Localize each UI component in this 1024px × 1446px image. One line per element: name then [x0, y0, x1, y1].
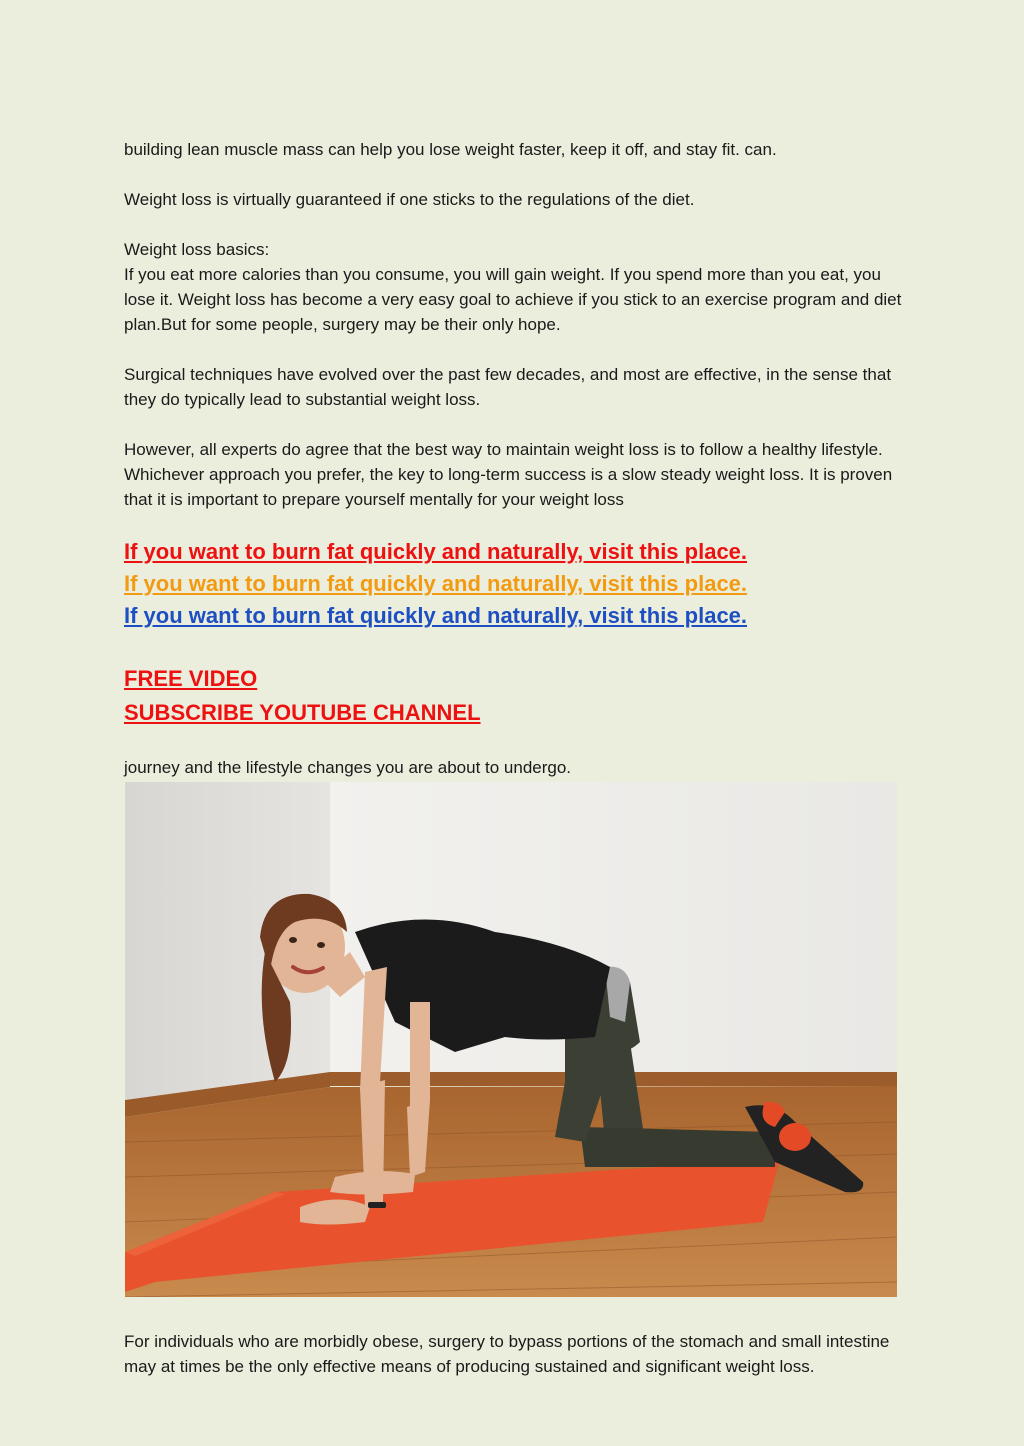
promo-link-blue[interactable]: If you want to burn fat quickly and naturally, visit this place. — [124, 603, 748, 628]
paragraph-muscle: building lean muscle mass can help you lose weight faster, keep it off, and stay fit. can. — [124, 140, 777, 159]
document-body — [124, 137, 904, 730]
heading-weight-loss-basics: Weight loss basics: — [124, 240, 270, 259]
paragraph-calories: If you eat more calories than you consume, you will gain weight. If you spend more than you eat, you lose it. Weight loss has become a very easy goal to achieve if you stick to an exercise program and diet plan.But for some people, surgery may be their only hope. — [124, 265, 902, 334]
exercise-photo — [125, 782, 897, 1297]
paragraph-experts: However, all experts do agree that the best way to maintain weight loss is to follow a healthy lifestyle. Whichever approach you prefer, the key to long-term success is a slow steady weight loss. It is proven that it is important to prepare yourself mentally for your weight loss — [124, 440, 893, 509]
subscribe-youtube-link[interactable]: SUBSCRIBE YOUTUBE CHANNEL — [124, 700, 481, 725]
free-video-link[interactable]: FREE VIDEO — [124, 666, 258, 691]
promo-link-orange[interactable]: If you want to burn fat quickly and naturally, visit this place. — [124, 571, 748, 596]
paragraph-surgical: Surgical techniques have evolved over the past few decades, and most are effective, in the sense that they do typically lead to substantial weight loss. — [124, 365, 892, 409]
paragraph-journey: journey and the lifestyle changes you are about to undergo. — [124, 758, 572, 777]
paragraph-surgery: For individuals who are morbidly obese, surgery to bypass portions of the stomach and small intestine may at times be the only effective means of producing sustained and significant weight loss. — [124, 1332, 890, 1376]
paragraph-diet: Weight loss is virtually guaranteed if one sticks to the regulations of the diet. — [124, 190, 695, 209]
promo-links — [124, 536, 904, 632]
promo-link-red[interactable]: If you want to burn fat quickly and naturally, visit this place. — [124, 539, 748, 564]
cta-links — [124, 662, 904, 730]
